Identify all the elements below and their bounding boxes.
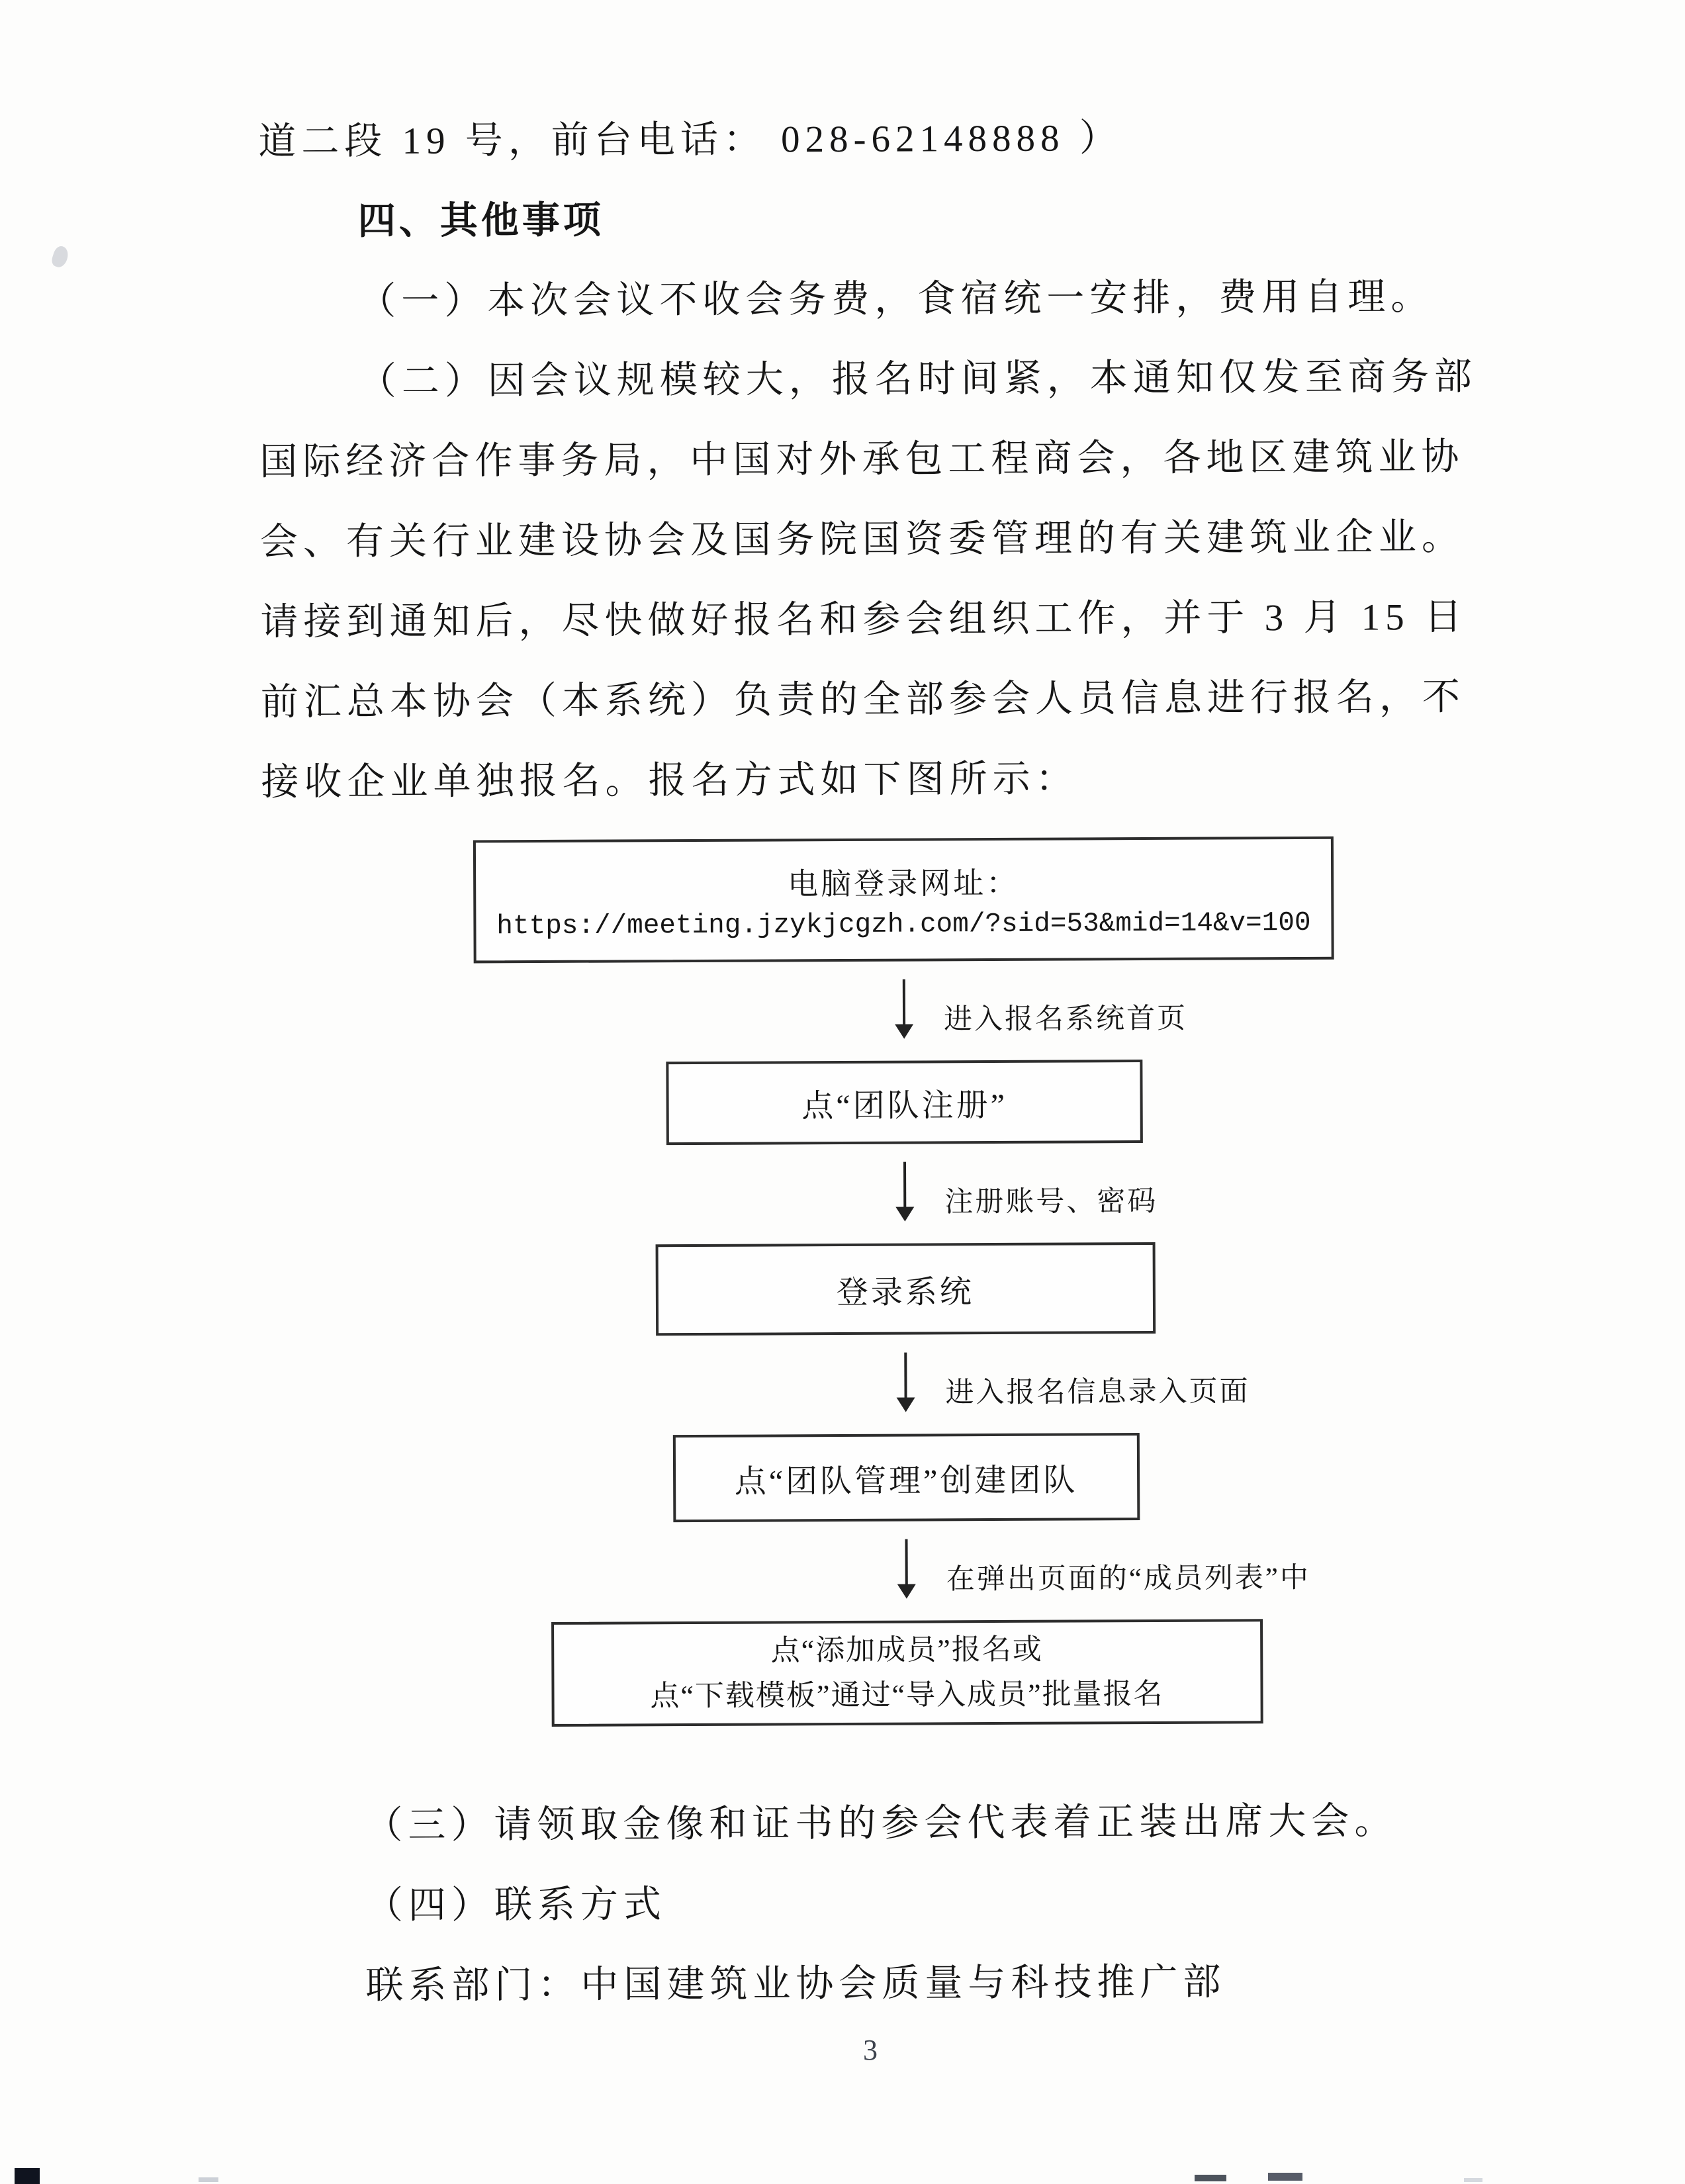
paragraph-2 bbox=[259, 337, 1477, 823]
flow-step-1-label: 进入报名系统首页 bbox=[943, 1003, 1188, 1036]
arrow-head bbox=[895, 1207, 914, 1222]
intro-line: 道二段 19 号，前台电话： 028-62148888 ） bbox=[258, 117, 1122, 163]
arrow-head bbox=[897, 1584, 916, 1599]
flow-box-team-register: 点“团队注册” bbox=[666, 1060, 1143, 1145]
down-arrow-icon bbox=[895, 1162, 914, 1222]
flow-step-4-label: 在弹出页面的“成员列表”中 bbox=[946, 1562, 1311, 1596]
down-arrow-icon bbox=[896, 1353, 915, 1412]
scan-artifact bbox=[199, 2177, 218, 2182]
down-arrow-icon bbox=[895, 979, 913, 1039]
arrow-stem bbox=[903, 1162, 906, 1208]
paragraph-3: （三）请领取金像和证书的参会代表着正装出席大会。 bbox=[365, 1800, 1398, 1847]
registration-flowchart bbox=[319, 836, 1492, 1728]
scan-artifact bbox=[15, 2168, 40, 2184]
flow-step-3-label: 进入报名信息录入页面 bbox=[945, 1376, 1250, 1409]
flow-step-1 bbox=[320, 977, 1488, 1046]
flow-step-2-label: 注册账号、密码 bbox=[944, 1185, 1158, 1218]
flow-box-team-manage: 点“团队管理”创建团队 bbox=[672, 1433, 1140, 1522]
arrow-stem bbox=[903, 979, 905, 1026]
section-heading: 四、其他事项 bbox=[357, 199, 604, 243]
arrow-stem bbox=[904, 1353, 907, 1399]
flow-step-4 bbox=[322, 1537, 1491, 1606]
paragraph-2-line: （二）因会议规模较大，报名时间紧，本通知仅发至商务部 bbox=[358, 355, 1477, 403]
arrow-head bbox=[897, 1398, 915, 1412]
scan-artifact bbox=[1464, 2178, 1482, 2182]
paragraph-2-line: 会、有关行业建设协会及国务院国资委管理的有关建筑业企业。 bbox=[259, 516, 1465, 563]
paragraph-2-line: 前汇总本协会（本系统）负责的全部参会人员信息进行报名，不 bbox=[260, 676, 1466, 723]
flow-box-add-members-line2: 点“下载模板”通过“导入成员”批量报名 bbox=[650, 1677, 1164, 1713]
flow-box-login-system: 登录系统 bbox=[655, 1242, 1156, 1336]
arrow-stem bbox=[905, 1539, 907, 1586]
paragraph-1: （一）本次会议不收会务费，食宿统一安排，费用自理。 bbox=[358, 276, 1434, 323]
paragraph-2-line: 国际经济合作事务局，中国对外承包工程商会，各地区建筑业协 bbox=[259, 435, 1465, 483]
scan-artifact bbox=[1268, 2173, 1302, 2181]
flow-step-2 bbox=[320, 1160, 1489, 1228]
paragraph-2-line: 接收企业单独报名。报名方式如下图所示： bbox=[261, 758, 1079, 803]
scan-artifact bbox=[50, 244, 71, 269]
paragraph-5: 联系部门：中国建筑业协会质量与科技推广部 bbox=[365, 1961, 1226, 2007]
registration-url-text: https://meeting.jzykjcgzh.com/?sid=53&mid=14&v=100 bbox=[496, 907, 1311, 942]
paragraph-2-line: 请接到通知后，尽快做好报名和参会组织工作，并于 3 月 15 日 bbox=[260, 596, 1468, 643]
flow-box-add-members-line1: 点“添加成员”报名或 bbox=[770, 1633, 1043, 1667]
flow-box-add-members bbox=[551, 1619, 1263, 1727]
down-arrow-icon bbox=[897, 1539, 915, 1599]
page-content bbox=[258, 97, 1477, 2026]
page-number: 3 bbox=[863, 2034, 878, 2066]
flow-step-3 bbox=[321, 1350, 1490, 1419]
paragraph-4: （四）联系方式 bbox=[365, 1884, 667, 1927]
flow-box-login-url-title: 电脑登录网址： bbox=[788, 866, 1020, 901]
scan-artifact bbox=[1195, 2175, 1226, 2181]
flow-box-login-url bbox=[473, 837, 1334, 964]
arrow-head bbox=[895, 1024, 913, 1039]
